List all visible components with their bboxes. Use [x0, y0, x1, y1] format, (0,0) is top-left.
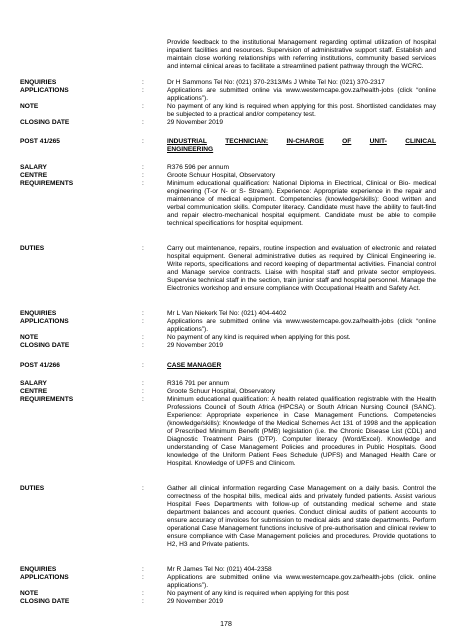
- centre-value: Groote Schuur Hospital, Observatory: [167, 172, 276, 179]
- colon: :: [142, 334, 144, 341]
- colon: :: [142, 380, 144, 387]
- field-label: APPLICATIONS: [20, 87, 69, 94]
- field-label: REQUIREMENTS: [20, 180, 74, 187]
- title-word: OF: [342, 138, 352, 145]
- centre-value: Groote Schuur Hospital, Observatory: [167, 388, 276, 395]
- note-value: No payment of any kind is required when applying for this post: [167, 590, 349, 597]
- colon: :: [142, 388, 144, 395]
- post-title: [167, 138, 436, 154]
- colon: :: [142, 342, 144, 349]
- field-label: CLOSING DATE: [20, 119, 70, 126]
- duties-value: Carry out maintenance, repairs, routine inspection and evaluation of electronic and related hospital equipment. General administrative duties as required by Clinical Engineering ie. Write reports, specifications and record keeping of departmental activities. Financial control and Manage service contracts. Liaise with hospital staff and private sector employees. Supervise technical staff in the section, train junior staff and hospital personnel. Manage the Electronics workshop and ensure compliance with Occupational Health and Safety Act.: [167, 245, 436, 292]
- colon: :: [142, 245, 144, 252]
- post-title-line-1: [167, 138, 436, 146]
- field-label: CLOSING DATE: [20, 342, 70, 349]
- enquiries-value: Mr R James Tel No: (021) 404-2358: [167, 566, 272, 573]
- requirements-value: Minimum educational qualification: A health related qualification registrable with the Health Professions Council of South Africa (HPCSA) or South African Nursing Council (SANC). Experience: Appropriate experience in Case Management Functions. Competencies (knowledge/skills): Knowledge of the Medical Schemes Act 131 of 1998 and the application of Prescribed Minimum Benefit (PMB) legislation (i.e. the Chronic Disease List (CDL) and Diagnostic Treatment Pairs (DTP). Computer literacy (Word/Excel). Knowledge and understanding of Case Management Policies and procedures in Public Hospitals. Good knowledge of the Uniform Patient Fees Schedule (UPFS) and Managed Health Care or Hospital. Knowledge of UPFS and Clinicom.: [167, 396, 436, 467]
- colon: :: [142, 172, 144, 179]
- field-label: SALARY: [20, 164, 47, 171]
- colon: :: [142, 362, 144, 369]
- colon: :: [142, 180, 144, 187]
- field-label: CENTRE: [20, 172, 48, 179]
- note-value: No payment of any kind is required when applying for this post.: [167, 334, 351, 341]
- post-number: POST 41/266: [20, 362, 60, 369]
- enquiries-value: Dr H Sammons Tel No: (021) 370-2313/Ms J White Tel No: (021) 370-2317: [167, 79, 385, 86]
- field-label: ENQUIRIES: [20, 566, 57, 573]
- field-label: CLOSING DATE: [20, 598, 70, 605]
- salary-value: R376 596 per annum: [167, 164, 229, 171]
- field-label: DUTIES: [20, 245, 45, 252]
- post-title: CASE MANAGER: [167, 362, 222, 369]
- applications-value: Applications are submitted online via www.westerncape.gov.za/health-jobs (click “online applications”).: [167, 318, 436, 333]
- field-label: APPLICATIONS: [20, 318, 69, 325]
- colon: :: [142, 574, 144, 581]
- page-number: 178: [220, 621, 232, 628]
- applications-value: Applications are submitted online via www.westerncape.gov.za/health-jobs (click “online applications”).: [167, 87, 436, 102]
- colon: :: [142, 566, 144, 573]
- colon: :: [142, 164, 144, 171]
- colon: :: [142, 79, 144, 86]
- colon: :: [142, 590, 144, 597]
- field-label: CENTRE: [20, 388, 48, 395]
- duties-value: Gather all clinical information regarding Case Management on a daily basis. Control the correctness of the hospital bills, medical aids and privately funded patients. Assist various Hospital Fees Departments with follow-up of outstanding medical scheme and state department balances and account queries. Conduct clinical audits of patient accounts to ensure accuracy of invoices for submission to medical aids and state departments. Perform operational Case Management functions inclusive of pre-authorisation and clinical review to ensure compliance with Case Management policies and procedures. Provide quotations to H2, H3 and Private patients.: [167, 485, 436, 548]
- title-word: UNIT-: [369, 138, 387, 145]
- title-word: TECHNICIAN:: [225, 138, 269, 145]
- colon: :: [142, 119, 144, 126]
- salary-value: R316 791 per annum: [167, 380, 229, 387]
- field-label: NOTE: [20, 590, 39, 597]
- field-label: ENQUIRIES: [20, 79, 57, 86]
- field-label: APPLICATIONS: [20, 574, 69, 581]
- closing-value: 29 November 2019: [167, 598, 224, 605]
- colon: :: [142, 485, 144, 492]
- colon: :: [142, 87, 144, 94]
- closing-value: 29 November 2019: [167, 119, 224, 126]
- intro-text: Provide feedback to the institutional Management regarding optimal utilization of hospital inpatient facilities and resources. Supervision of administrative support staff. Establish and maintain close working relationships with referring institutions, community based services and internal clinical areas to facilitate a streamlined patient pathway through the WCRC.: [167, 39, 436, 70]
- colon: :: [142, 138, 144, 145]
- closing-value: 29 November 2019: [167, 342, 224, 349]
- post-title-line-2: ENGINEERING: [167, 146, 214, 153]
- field-label: DUTIES: [20, 485, 45, 492]
- field-label: SALARY: [20, 380, 47, 387]
- field-label: REQUIREMENTS: [20, 396, 74, 403]
- colon: :: [142, 318, 144, 325]
- title-word: IN-CHARGE: [286, 138, 324, 145]
- enquiries-value: Mr L Van Niekerk Tel No: (021) 404-4402: [167, 310, 287, 317]
- field-label: NOTE: [20, 334, 39, 341]
- requirements-value: Minimum educational qualification: National Diploma in Electrical, Clinical or Bio- medical engineering (T-or N- or S- Stream). Experience: Appropriate experience in the repair and maintenance of medical equipment. Competencies (knowledge/skills): Good written and verbal communication skills. Computer literacy. Candidate must have the ability to fault-find and repair electro-mechanical hospital equipment. Candidate must be able to compile technical specifications for hospital equipment.: [167, 180, 436, 227]
- note-value: No payment of any kind is required when applying for this post. Shortlisted candidates may be subjected to a practical and/or competency test.: [167, 103, 436, 118]
- colon: :: [142, 396, 144, 403]
- colon: :: [142, 598, 144, 605]
- applications-value: Applications are submitted online via www.westerncape.gov.za/health-jobs (click. online applications”).: [167, 574, 436, 589]
- field-label: NOTE: [20, 103, 39, 110]
- colon: :: [142, 310, 144, 317]
- title-word: CLINICAL: [405, 138, 436, 145]
- post-number: POST 41/265: [20, 138, 60, 145]
- field-label: ENQUIRIES: [20, 310, 57, 317]
- title-word: INDUSTRIAL: [167, 138, 207, 145]
- colon: :: [142, 103, 144, 110]
